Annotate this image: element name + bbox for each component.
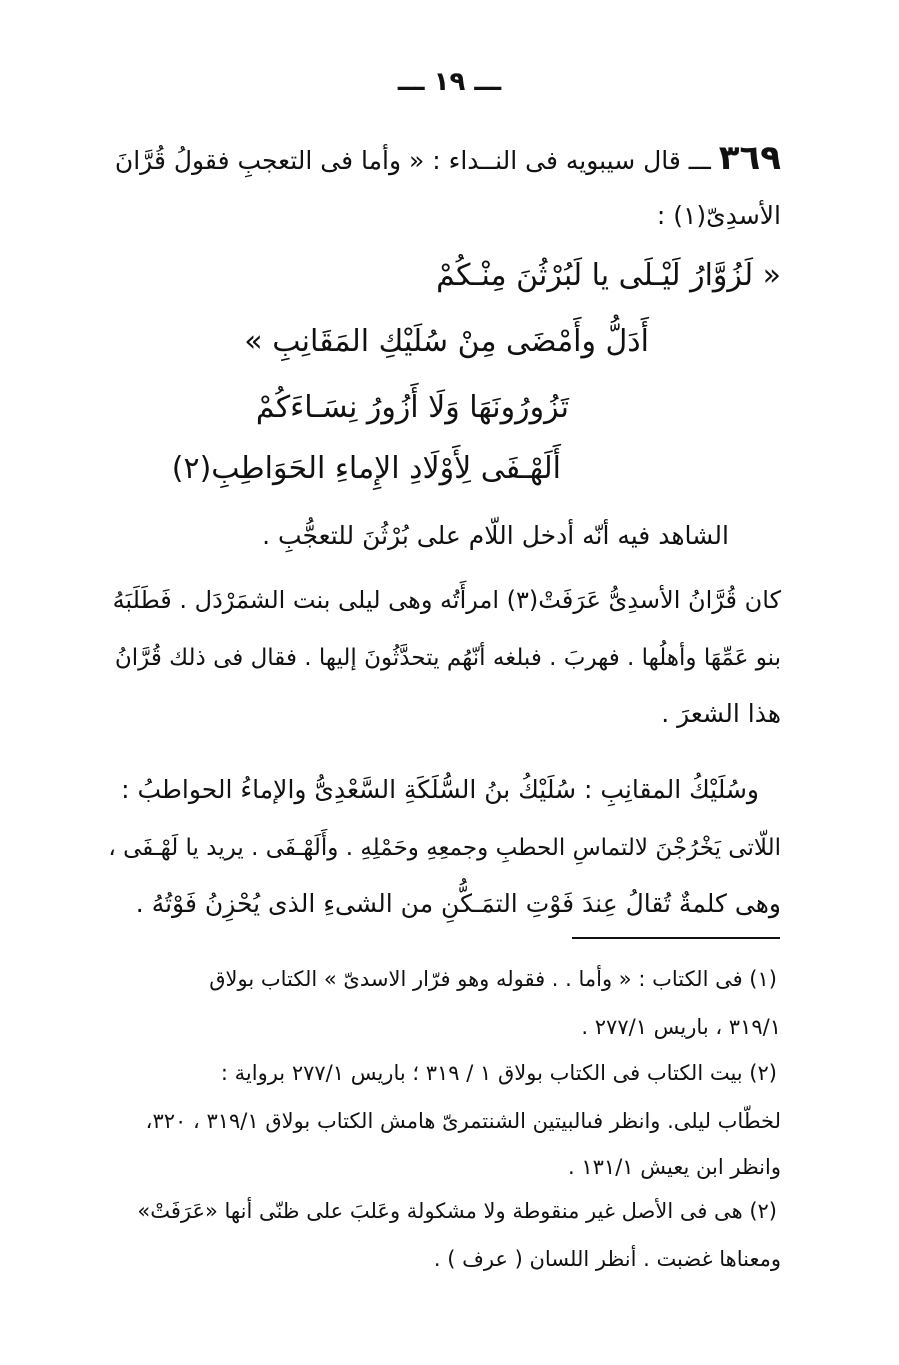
footnote-2-line-1: (٢) بيت الكتاب فى الكتاب بولاق ١ / ٣١٩ ؛ باريس ٢٧٧/١ برواية : xyxy=(220,1061,777,1085)
footnote-2-line-2: لخطّاب ليلى. وانظر فىالبيتين الشنتمرىّ هامش الكتاب بولاق ٣١٩/١ ، ٣٢٠، xyxy=(145,1109,781,1133)
body-line-6: اللّاتى يَخْرُجْنَ لالتماسِ الحطبِ وجمعِهِ وحَمْلِهِ . وأَلَهْـفَى . يريد يا لَهْـفَى ، xyxy=(108,835,781,861)
verse-2: أَدَلُّ وأَمْضَى مِنْ سُلَيْكِ المَقَانِبِ » xyxy=(244,324,649,359)
page-number: ـــ ١٩ ـــ xyxy=(397,67,502,97)
footnote-2-line-3: وانظر ابن يعيش ١٣١/١ . xyxy=(568,1155,781,1179)
entry-line-1 xyxy=(115,138,781,181)
entry-text-1: ـــ قال سيبويه فى النــداء : « وأما فى التعجبِ فقولُ قُرَّانَ xyxy=(114,146,711,175)
footnote-1-line-1: (١) فى الكتاب : « وأما . . فقوله وهو فرّار الاسدىّ » الكتاب بولاق xyxy=(209,967,777,991)
entry-line-2: الأسدِىّ(١) : xyxy=(656,201,781,230)
body-line-5: وسُلَيْكُ المقانِبِ : سُلَيْكُ بنُ السُّلَكَةِ السَّعْدِىُّ والإماءُ الحواطبُ : xyxy=(121,775,759,804)
footnote-divider xyxy=(572,937,780,939)
body-line-3: بنو عَمِّهَا وأهلُها . فهربَ . فبلغه أنّهُم يتحدَّثُونَ إليها . فقال فى ذلك قُرَّانُ xyxy=(114,645,781,671)
footnote-1-line-2: ٣١٩/١ ، باريس ٢٧٧/١ . xyxy=(581,1015,781,1039)
footnote-3-line-2: ومعناها غضبت . أنظر اللسان ( عرف ) . xyxy=(433,1247,781,1271)
body-line-2: كان قُرَّانُ الأسدِىُّ عَرَفَتْ(٣) امرأَتُه وهى ليلى بنت الشمَرْدَل . فَطَلَبَهُ xyxy=(112,586,781,614)
verse-3: تَزُورُونَهَا وَلَا أَزُورُ نِسَـاءَكُمْ xyxy=(255,390,569,425)
body-line-1: الشاهد فيه أنّه أدخل اللّام على بُرْثُنَ للتعجُّبِ . xyxy=(262,521,729,550)
footnote-3-line-1: (٢) هى فى الأصل غير منقوطة ولا مشكولة وعَلبَ على ظنّى أنها «عَرَفَتْ» xyxy=(137,1199,777,1223)
entry-number: ٣٦٩ xyxy=(718,138,781,178)
verse-4: أَلَهْـفَى لِأَوْلَادِ الإِماءِ الحَوَاطِبِ(٢) xyxy=(171,451,561,486)
body-line-7: وهى كلمةٌ تُقالُ عِندَ فَوْتِ التمَـكُّنِ من الشىءِ الذى يُحْزِنُ فَوْتُهُ . xyxy=(135,889,781,918)
body-line-4: هذا الشعرَ . xyxy=(661,699,781,728)
verse-1: « لَزُوَّارُ لَيْـلَى يا لَبُرْثُنَ مِنْـكُمْ xyxy=(436,258,781,293)
